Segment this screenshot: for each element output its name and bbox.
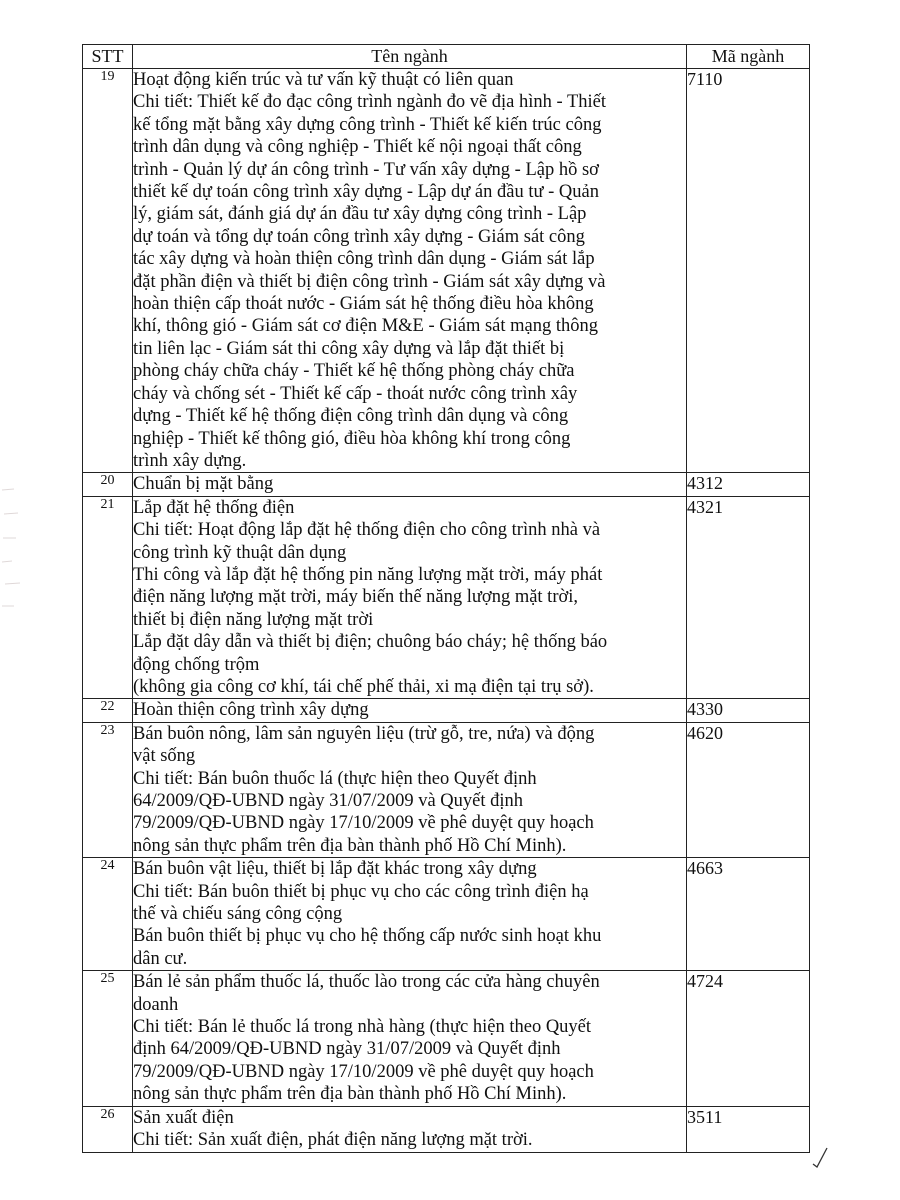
description-line: cháy và chống sét - Thiết kế cấp - thoát nước công trình xây (133, 383, 578, 404)
table-row (83, 69, 810, 473)
column-header-name: Tên ngành (133, 45, 687, 69)
description-line: 79/2009/QĐ-UBND ngày 17/10/2009 về phê duyệt quy hoạch (133, 1061, 594, 1082)
industry-code: 4330 (687, 699, 810, 722)
business-line-description (133, 69, 687, 473)
table-row (83, 496, 810, 699)
description-line: Bán buôn nông, lâm sản nguyên liệu (trừ gỗ, tre, nứa) và động (133, 723, 595, 744)
description-line: Chi tiết: Bán buôn thiết bị phục vụ cho các công trình điện hạ (133, 881, 589, 902)
table-row (83, 971, 810, 1106)
description-line: nông sản thực phẩm trên địa bàn thành phố Hồ Chí Minh). (133, 1084, 567, 1105)
table-header-row (83, 45, 810, 69)
description-line: doanh (133, 994, 179, 1015)
description-line: kế tổng mặt bằng xây dựng công trình - Thiết kế kiến trúc công (133, 114, 602, 135)
description-line: đặt phần điện và thiết bị điện công trình - Giám sát xây dựng và (133, 271, 606, 292)
description-line: Bán buôn thiết bị phục vụ cho hệ thống cấp nước sinh hoạt khu (133, 926, 602, 947)
description-line: trình - Quản lý dự án công trình - Tư vấn xây dựng - Lập hồ sơ (133, 159, 599, 180)
description-line: động chống trộm (133, 654, 260, 675)
description-line: trình dân dụng và công nghiệp - Thiết kế nội ngoại thất công (133, 137, 582, 158)
industry-code: 4312 (687, 473, 810, 496)
table-row (83, 1106, 810, 1152)
description-line: khí, thông gió - Giám sát cơ điện M&E - Giám sát mạng thông (133, 316, 599, 337)
column-header-code: Mã ngành (687, 45, 810, 69)
description-line: trình xây dựng. (133, 450, 247, 471)
description-line: Lắp đặt dây dẫn và thiết bị điện; chuông báo cháy; hệ thống báo (133, 632, 608, 653)
description-line: Chi tiết: Sản xuất điện, phát điện năng lượng mặt trời. (133, 1130, 533, 1151)
description-line: Thi công và lắp đặt hệ thống pin năng lượng mặt trời, máy phát (133, 564, 603, 585)
description-line: Chi tiết: Thiết kế đo đạc công trình ngành đo vẽ địa hình - Thiết (133, 92, 607, 113)
industry-code: 4724 (687, 971, 810, 1106)
description-line: Hoàn thiện công trình xây dựng (133, 700, 369, 721)
business-line-description (133, 473, 687, 496)
industry-code: 4663 (687, 858, 810, 971)
description-line: phòng cháy chữa cháy - Thiết kế hệ thống phòng cháy chữa (133, 361, 575, 382)
industry-code: 4620 (687, 722, 810, 857)
description-line: (không gia công cơ khí, tái chế phế thải, xi mạ điện tại trụ sở). (133, 676, 594, 697)
row-number: 24 (83, 858, 133, 971)
row-number: 23 (83, 722, 133, 857)
column-header-stt: STT (83, 45, 133, 69)
description-line: dân cư. (133, 948, 188, 969)
description-line: định 64/2009/QĐ-UBND ngày 31/07/2009 và Quyết định (133, 1039, 561, 1060)
description-line: dự toán và tổng dự toán công trình xây dựng - Giám sát công (133, 226, 585, 247)
description-line: Bán buôn vật liệu, thiết bị lắp đặt khác trong xây dựng (133, 859, 537, 880)
description-line: Sản xuất điện (133, 1107, 234, 1128)
description-line: dựng - Thiết kế hệ thống điện công trình dân dụng và công (133, 406, 569, 427)
business-line-description (133, 699, 687, 722)
description-line: nông sản thực phẩm trên địa bàn thành phố Hồ Chí Minh). (133, 835, 567, 856)
description-line: 64/2009/QĐ-UBND ngày 31/07/2009 và Quyết định (133, 791, 524, 811)
description-line: tác xây dựng và hoàn thiện công trình dân dụng - Giám sát lắp (133, 249, 595, 270)
description-line: công trình kỹ thuật dân dụng (133, 542, 347, 563)
business-line-description (133, 722, 687, 857)
row-number: 25 (83, 971, 133, 1106)
description-line: 79/2009/QĐ-UBND ngày 17/10/2009 về phê duyệt quy hoạch (133, 813, 594, 834)
description-line: lý, giám sát, đánh giá dự án đầu tư xây dựng công trình - Lập (133, 204, 587, 225)
table-body (83, 69, 810, 1153)
table-row (83, 858, 810, 971)
description-line: nghiệp - Thiết kế thông gió, điều hòa không khí trong công (133, 428, 571, 449)
business-line-description (133, 496, 687, 699)
description-line: thế và chiếu sáng công cộng (133, 904, 343, 925)
pen-check-mark (812, 1146, 828, 1168)
industry-code: 3511 (687, 1106, 810, 1152)
business-lines-table (82, 44, 810, 1153)
row-number: 19 (83, 69, 133, 473)
industry-code: 7110 (687, 69, 810, 473)
description-line: Chi tiết: Bán lẻ thuốc lá trong nhà hàng (thực hiện theo Quyết (133, 1017, 592, 1038)
description-line: Hoạt động kiến trúc và tư vấn kỹ thuật có liên quan (133, 70, 514, 90)
description-line: điện năng lượng mặt trời, máy biến thế năng lượng mặt trời, (133, 587, 579, 608)
table-row (83, 699, 810, 722)
row-number: 20 (83, 473, 133, 496)
description-line: Chuẩn bị mặt bằng (133, 474, 274, 495)
business-line-description (133, 971, 687, 1106)
business-line-description (133, 858, 687, 971)
industry-code: 4321 (687, 496, 810, 699)
document-page (82, 44, 809, 1153)
row-number: 21 (83, 496, 133, 699)
table-row (83, 722, 810, 857)
row-number: 22 (83, 699, 133, 722)
description-line: vật sống (133, 746, 196, 767)
description-line: thiết bị điện năng lượng mặt trời (133, 609, 374, 630)
description-line: tin liên lạc - Giám sát thi công xây dựng và lắp đặt thiết bị (133, 338, 565, 359)
description-line: Lắp đặt hệ thống điện (133, 497, 295, 518)
description-line: thiết kế dự toán công trình xây dựng - Lập dự án đầu tư - Quản (133, 182, 600, 203)
business-line-description (133, 1106, 687, 1152)
table-row (83, 473, 810, 496)
row-number: 26 (83, 1106, 133, 1152)
description-line: Bán lẻ sản phẩm thuốc lá, thuốc lào trong các cửa hàng chuyên (133, 972, 600, 993)
description-line: hoàn thiện cấp thoát nước - Giám sát hệ thống điều hòa không (133, 294, 594, 315)
scan-bleed-marks (0, 480, 30, 620)
description-line: Chi tiết: Bán buôn thuốc lá (thực hiện theo Quyết định (133, 768, 537, 789)
description-line: Chi tiết: Hoạt động lắp đặt hệ thống điện cho công trình nhà và (133, 520, 601, 541)
